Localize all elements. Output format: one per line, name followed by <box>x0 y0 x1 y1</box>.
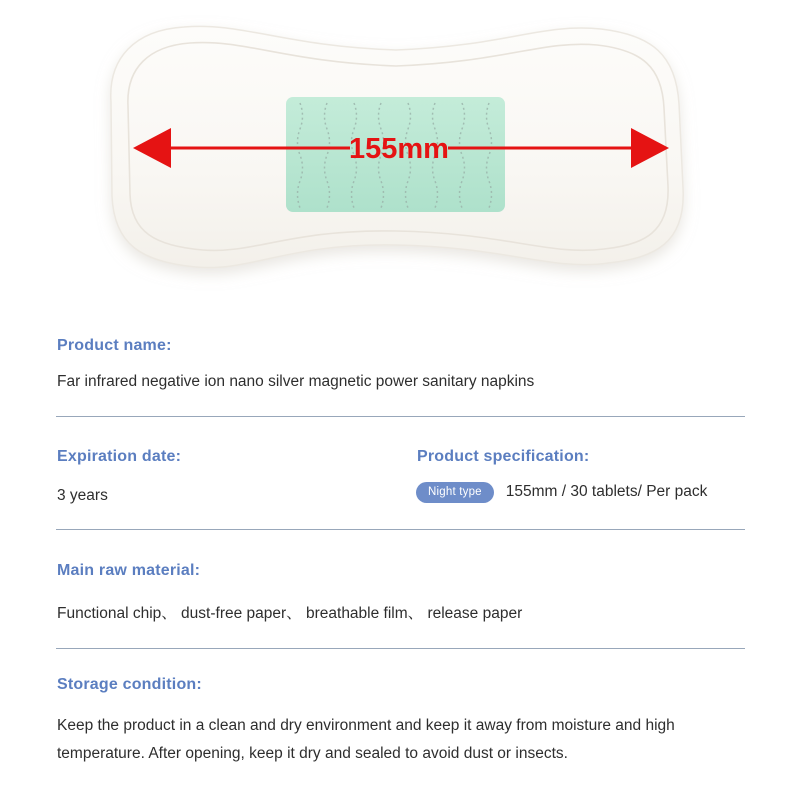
specification-row <box>416 482 707 503</box>
raw-material-value: Functional chip、 dust-free paper、 breathable film、 release paper <box>57 605 523 622</box>
raw-material-heading: Main raw material: <box>57 562 201 579</box>
product-specification-heading: Product specification: <box>417 448 590 465</box>
section-divider <box>56 529 745 530</box>
section-divider <box>56 648 745 649</box>
storage-condition-value: Keep the product in a clean and dry environment and keep it away from moisture and high temperature. After opening, keep it dry and sealed to avoid dust or insects. <box>57 717 675 762</box>
section-divider <box>56 416 745 417</box>
expiration-date-heading: Expiration date: <box>57 448 182 465</box>
night-type-badge: Night type <box>416 482 494 503</box>
pad-measurement-diagram <box>0 0 800 315</box>
storage-condition-heading: Storage condition: <box>57 676 202 693</box>
width-measure-label: 155mm <box>349 133 449 165</box>
product-name-value: Far infrared negative ion nano silver magnetic power sanitary napkins <box>57 373 535 390</box>
specification-value: 155mm / 30 tablets/ Per pack <box>505 483 708 501</box>
expiration-date-value: 3 years <box>57 487 108 504</box>
product-name-heading: Product name: <box>57 337 172 354</box>
